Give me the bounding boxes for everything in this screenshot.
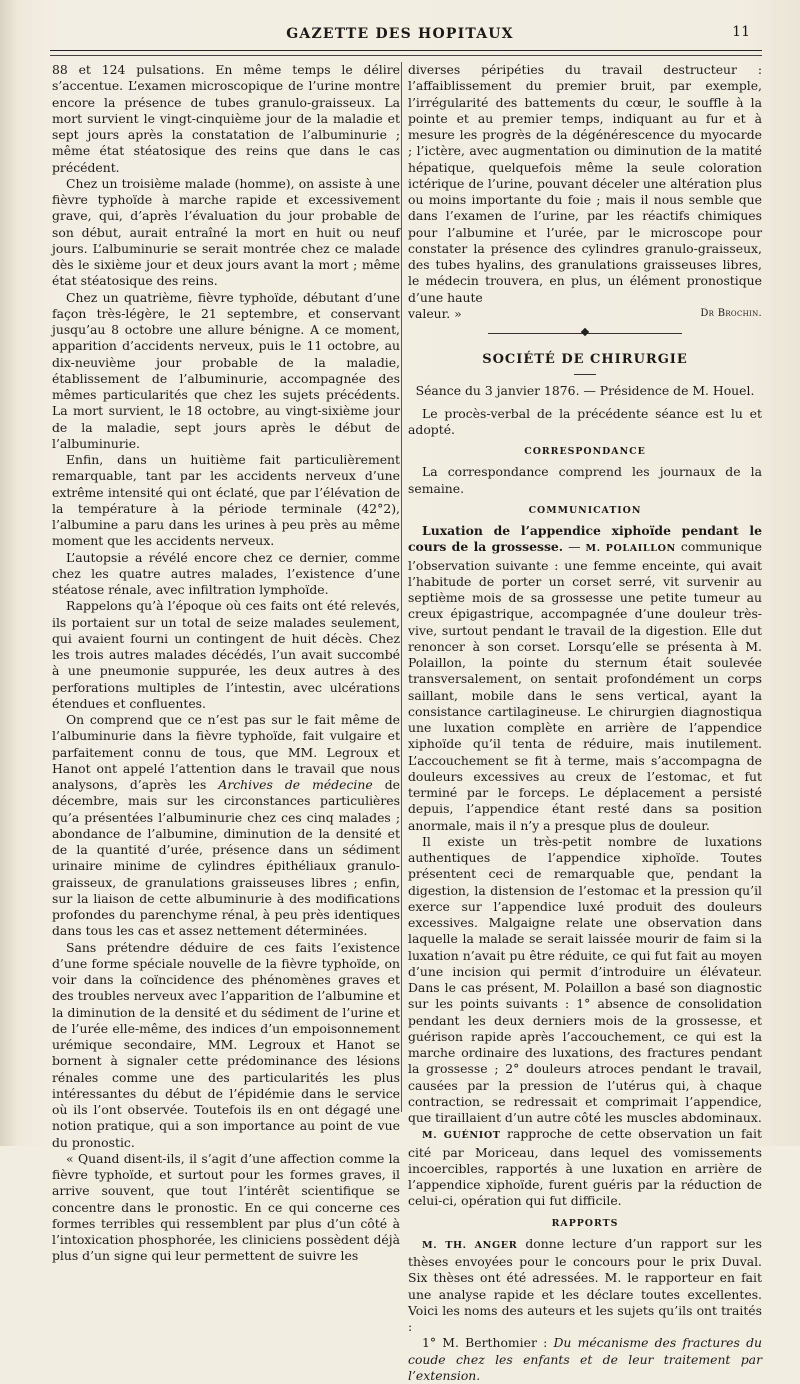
column-divider	[401, 62, 402, 1112]
header-rule-thick	[50, 50, 762, 51]
anger-paragraph	[408, 1236, 762, 1336]
left-paragraph: Sans prétendre déduire de ces faits l’existence d’une forme spéciale nouvelle de la fièvre typhoïde, on voir dans la coïncidence des phénomènes graves et des troubles nerveux avec l’apparition de l’albumine et la diminution de la densité et du sédiment de l’urine et de l’urée elle-même, des indices d’un empoisonnement urémique secondaire, MM. Legroux et Hanot se bornent à signaler cette prédominance des lésions rénales comme une des particularités les plus intéressantes du début de l’épidémie dans le service où ils l’ont observée. Toutefois ils en ont dégagé une notion pratique, qui a son importance au point de vue du pronostic.	[52, 939, 400, 1150]
thesis-item-prefix: 1° M. Berthomier :	[422, 1335, 548, 1351]
section-title: SOCIÉTÉ DE CHIRURGIE	[482, 352, 688, 367]
communication-body: communique l’observation suivante : une femme enceinte, qui avait l’habitude de porter un corset serré, vit survenir au septième mois de sa grossesse une petite tumeur au creux épigastrique, accompagnée d’une douleur très-vive, surtout pendant le travail de la digestion. Elle dut renoncer à son corset. Lorsqu’elle se présenta à M. Polaillon, la pointe du sternum était soulevée transversalement, on sentait profondément un corps saillant, mobile dans le sens vertical, ayant la consistance cartilagineuse. Le chirurgien diagnostiqua une luxation complète en arrière de l’appendice xiphoïde qu’il tenta de réduire, mais inutilement. L’accouchement se fit à terme, mais s’accompagna de douleurs excessives au creux de l’estomac, et fut terminé par le forceps. Le déplacement a persisté depuis, l’appendice étant resté dans sa position anormale, mais il n’y a presque plus de douleur.	[408, 539, 762, 833]
communication-paragraph-2: Il existe un très-petit nombre de luxations authentiques de l’appendice xiphoïde. Toutes présentent ceci de remarquable que, pendant la digestion, la distension de l’estomac et la pression qu’il exerce sur l’appendice luxé produit des douleurs excessives. Malgaigne relate une observation dans laquelle la malade se serait laissée mourir de faim si la luxation n’avait pu être réduite, ce qui fut fait au moyen d’une incision qui permit d’introduire un élévateur. Dans le cas présent, M. Polaillon a basé son diagnostic sur les points suivants : 1° absence de consolidation pendant les deux derniers mois de la grossesse, et guérison rapide après l’accouchement, ce qui est la marche ordinaire des luxations, des fractures pendant la grossesse ; 2° douleurs atroces pendant le travail, causées par la pression de l’utérus qui, à chaque contraction, se redressait et comprimait l’appendice, que tiraillaient d’un autre côté les muscles abdominaux.	[408, 833, 762, 1125]
short-rule	[574, 374, 596, 375]
newspaper-title: GAZETTE DES HOPITAUX	[286, 26, 514, 42]
right-intro: diverses péripéties du travail destructeur : l’affaiblissement du premier bruit, par exemple, l’irrégularité des battements du cœur, le souffle à la pointe et au premier temps, indiquant au fur et à mesure les progrès de la dégénérescence du myocarde ; l’ictère, avec augmentation ou diminution de la matité hépatique, quelquefois même la seule coloration ictérique de l’urine, pouvant déceler une altération plus ou moins importante du foie ; mais il nous semble que dans l’examen de l’urine, par les réactifs chimiques pour l’albumine et l’urée, par le microscope pour constater la présence des cylindres granulo-graisseux, des tubes hyalins, des granulations graisseuses libres, le médecin trouvera, en plus, un élément pronostique d’une haute	[408, 62, 762, 305]
left-paragraph: 88 et 124 pulsations. En même temps le délire s’accentue. L’examen microscopique de l’urine montre encore la présence de tubes granulo-graisseux. La mort survient le vingt-cinquième jour de la maladie et sept jours après la constatation de l’albuminurie ; même état stéatosique des reins que dans le cas précédent.	[52, 62, 400, 175]
gueniot-paragraph	[408, 1126, 762, 1209]
communication-author: M. POLAILLON	[585, 543, 676, 555]
signature-line	[408, 306, 762, 322]
communication-title: Luxation de l’appendice xiphoïde pendant le cours de la grossesse.	[408, 523, 762, 555]
right-column	[408, 62, 762, 1384]
left-paragraph: Enfin, dans un huitième fait particulièrement remarquable, tant par les accidents nerveux d’une extrême intensité qui ont éclaté, que par l’élévation de la température à la période terminale (42°2), l’albumine a paru dans les urines à peu près au même moment que les accidents nerveux.	[52, 452, 400, 549]
left-paragraph-archives: On comprend que ce n’est pas sur le fait même de l’albuminurie dans la fièvre typhoïde, fait vulgaire et parfaitement connu de tous, que MM. Legroux et Hanot ont appelé l’attention dans le travail que nous analysons, d’après les Archives de médecine de décembre, mais sur les circonstances particulières qu’a présentées l’albuminurie chez ces cinq malades ; abondance de l’albumine, diminution de la densité et de la quantité d’urée, présence dans un sédiment urinaire minime de cylindres épithéliaux granulo-graisseux, de granulations graisseuses libres ; enfin, sur la liaison de cette albuminurie à des modifications profondes du parenchyme rénal, à peu près identiques dans tous les cas et assez nettement déterminées.	[52, 712, 401, 939]
thesis-item-title: Du mécanisme des fractures du coude chez les enfants et de leur traitement par l’extension.	[408, 1335, 762, 1383]
left-paragraph: L’autopsie a révélé encore chez ce dernier, comme chez les quatre autres malades, l’existence d’une stéatose rénale, avec infiltration lymphoïde.	[52, 549, 400, 597]
proces-verbal: Le procès-verbal de la précédente séance est lu et adopté.	[408, 405, 762, 437]
gueniot-body: rapproche de cette observation un fait cité par Moriceau, dans lequel des vomissements incoercibles, rapportés à une luxation en arrière de l’appendice xiphoïde, furent guéris par la réduction de celui-ci, opération qui fut difficile.	[408, 1126, 762, 1209]
diamond-ornament	[581, 328, 589, 336]
section-divider	[408, 326, 762, 340]
header-rule-thin	[50, 55, 762, 56]
left-paragraph: Rappelons qu’à l’époque où ces faits ont été relevés, ils portaient sur un total de seize malades seulement, qui avaient fourni un contingent de huit décès. Chez les trois autres malades décédés, l’un avait succombé à une pneumonie suppurée, les deux autres à des perforations multiples de l’intestin, avec ulcérations étendues et confluentes.	[52, 598, 400, 711]
journal-title: Archives de médecine	[218, 777, 373, 792]
left-column	[52, 62, 400, 1265]
page-header	[0, 22, 800, 52]
gueniot-author: M. GUÉNIOT	[422, 1130, 501, 1142]
thesis-item	[408, 1335, 762, 1384]
quote-end: valeur. »	[408, 305, 462, 321]
page-number: 11	[732, 24, 750, 40]
session-line: Séance du 3 janvier 1876. — Présidence de M. Houel.	[415, 383, 755, 399]
communication-paragraph: Luxation de l’appendice xiphoïde pendant le cours de la grossesse. — M. POLAILLON communique l’observation suivante : une femme enceinte, qui avait l’habitude de porter un corset serré, vit survenir au septième mois de sa grossesse une petite tumeur au creux épigastrique, accompagnée d’une douleur très-vive, surtout pendant le travail de la digestion. Elle dut renoncer à son corset. Lorsqu’elle se présenta à M. Polaillon, la pointe du sternum était soulevée transversalement, on sentait profondément un corps saillant, mobile dans le sens vertical, ayant la consistance cartilagineuse. Le chirurgien diagnostiqua une luxation complète en arrière de l’appendice xiphoïde qu’il tenta de réduire, mais inutilement. L’accouchement se fit à terme, mais s’accompagna de douleurs excessives au creux de l’estomac, et fut terminé par le forceps. Le déplacement a persisté depuis, l’appendice étant resté dans sa position anormale, mais il n’y a presque plus de douleur.	[408, 523, 762, 833]
correspondance-text: La correspondance comprend les journaux de la semaine.	[408, 464, 762, 496]
communication-heading: COMMUNICATION	[528, 504, 642, 516]
left-paragraph: Chez un quatrième, fièvre typhoïde, débutant d’une façon très-légère, le 21 septembre, et conservant jusqu’au 8 octobre une allure bénigne. A ce moment, apparition d’accidents nerveux, puis le 11 octobre, au dix-neuvième jour probable de la maladie, établissement de l’albuminurie, accompagnée des mêmes particularités que chez les sujets précédents. La mort survient, le 18 octobre, au vingt-sixième jour de la maladie, sept jours après le début de l’albuminurie.	[52, 289, 400, 451]
rapports-heading: RAPPORTS	[551, 1217, 619, 1229]
anger-body: donne lecture d’un rapport sur les thèses envoyées pour le concours pour le prix Duval. Six thèses ont été adressées. M. le rapporteur en fait une analyse rapide et les déclare toutes excellentes. Voici les noms des auteurs et les sujets qu’ils ont traités :	[408, 1235, 762, 1334]
left-paragraph: Chez un troisième malade (homme), on assiste à une fièvre typhoïde à marche rapide et excessivement grave, qui, d’après l’évaluation du jour probable de son début, aurait entraîné la mort en huit ou neuf jours. L’albuminurie se serait montrée chez ce malade dès le sixième jour et deux jours avant la mort ; même état stéatosique des reins.	[52, 175, 400, 289]
correspondance-heading: CORRESPONDANCE	[524, 446, 646, 457]
left-paragraph: « Quand disent-ils, il s’agit d’une affection comme la fièvre typhoïde, et surtout pour les formes graves, il arrive souvent, que tout l’intérêt scientifique se concentre dans le pronostic. En ce qui concerne ces formes terribles qui ressemblent par plus d’un côté à l’intoxication phosphorée, les cliniciens possèdent déjà plus d’un signe qui leur permettent de suivre les	[52, 1150, 400, 1264]
author-signature: Dr Brochin.	[700, 307, 762, 319]
anger-author: M. TH. ANGER	[422, 1239, 518, 1251]
